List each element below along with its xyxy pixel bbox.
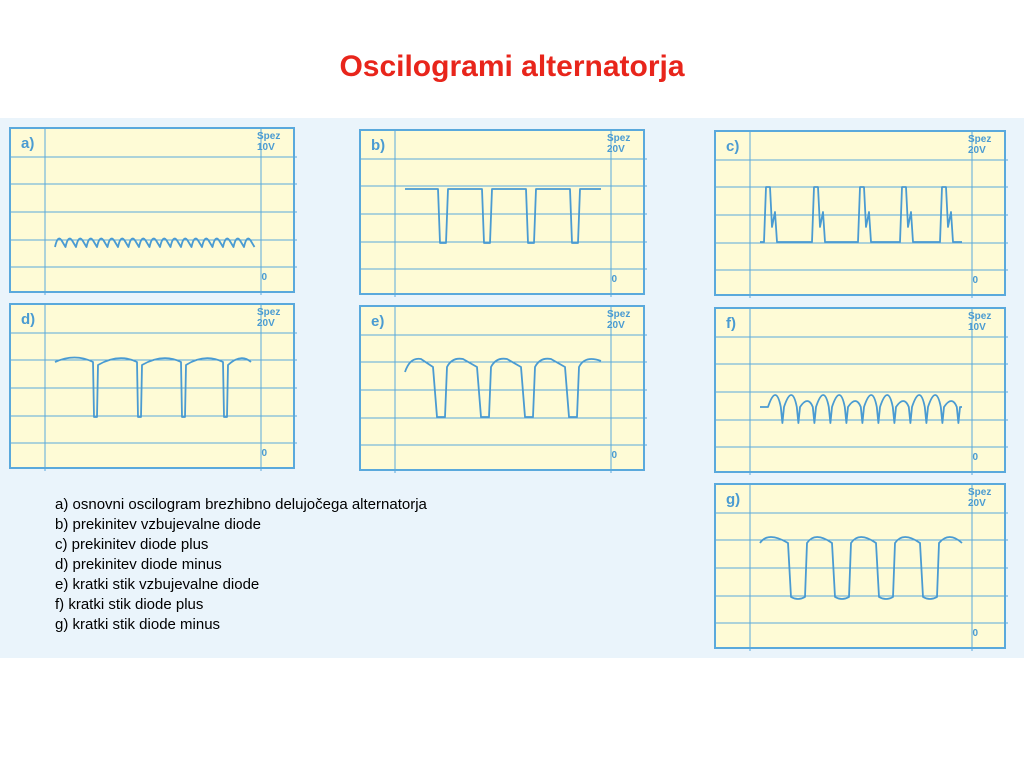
panel-scale-c bbox=[968, 134, 1002, 156]
spez-label-c: Spez bbox=[968, 134, 992, 145]
legend-item-g: g) kratki stik diode minus bbox=[55, 616, 221, 633]
oscillogram-grid-d bbox=[11, 305, 297, 471]
range-label-c: 20V bbox=[968, 145, 986, 156]
panel-label-d: d) bbox=[21, 311, 36, 328]
panel-scale-b bbox=[607, 133, 641, 155]
oscillogram-grid-a bbox=[11, 129, 297, 295]
oscillogram-grid-f bbox=[716, 309, 1008, 475]
zero-label-g: 0 bbox=[972, 628, 978, 639]
spez-label-e: Spez bbox=[607, 309, 631, 320]
range-label-g: 20V bbox=[968, 498, 986, 509]
oscillogram-grid-e bbox=[361, 307, 647, 473]
slide-title: Oscilogrami alternatorja bbox=[339, 50, 685, 83]
zero-label-d: 0 bbox=[261, 448, 267, 459]
zero-label-c: 0 bbox=[972, 275, 978, 286]
legend-list bbox=[55, 495, 427, 635]
waveform-trace-e bbox=[405, 359, 601, 417]
spez-label-f: Spez bbox=[968, 311, 992, 322]
waveform-trace-b bbox=[405, 189, 601, 243]
zero-label-b: 0 bbox=[611, 274, 617, 285]
oscillogram-panel-d bbox=[9, 303, 295, 469]
range-label-e: 20V bbox=[607, 320, 625, 331]
legend-item-a: a) osnovni oscilogram brezhibno delujočega alternatorja bbox=[55, 496, 427, 513]
panel-label-a: a) bbox=[21, 135, 35, 152]
spez-label-a: Spez bbox=[257, 131, 281, 142]
oscillogram-panel-g bbox=[714, 483, 1006, 649]
range-label-d: 20V bbox=[257, 318, 275, 329]
legend-item-e: e) kratki stik vzbujevalne diode bbox=[55, 576, 260, 593]
panel-scale-e bbox=[607, 309, 641, 331]
range-label-a: 10V bbox=[257, 142, 275, 153]
panel-scale-a bbox=[257, 131, 291, 153]
panel-scale-g bbox=[968, 487, 1002, 509]
waveform-trace-d bbox=[55, 358, 251, 418]
legend-item-d: d) prekinitev diode minus bbox=[55, 556, 222, 573]
spez-label-d: Spez bbox=[257, 307, 281, 318]
panel-label-f: f) bbox=[726, 315, 736, 332]
panel-label-e: e) bbox=[371, 313, 385, 330]
spez-label-b: Spez bbox=[607, 133, 631, 144]
legend-item-b: b) prekinitev vzbujevalne diode bbox=[55, 516, 261, 533]
oscillogram-panel-e bbox=[359, 305, 645, 471]
legend-item-f: f) kratki stik diode plus bbox=[55, 596, 204, 613]
panel-scale-d bbox=[257, 307, 291, 329]
zero-label-a: 0 bbox=[261, 272, 267, 283]
panel-label-g: g) bbox=[726, 491, 741, 508]
waveform-trace-f bbox=[760, 395, 962, 423]
oscillogram-grid-c bbox=[716, 132, 1008, 298]
range-label-b: 20V bbox=[607, 144, 625, 155]
panel-scale-f bbox=[968, 311, 1002, 333]
zero-label-e: 0 bbox=[611, 450, 617, 461]
legend-item-c: c) prekinitev diode plus bbox=[55, 536, 209, 553]
panel-label-c: c) bbox=[726, 138, 740, 155]
oscillogram-panel-f bbox=[714, 307, 1006, 473]
oscillogram-panel-c bbox=[714, 130, 1006, 296]
oscillogram-panel-a bbox=[9, 127, 295, 293]
zero-label-f: 0 bbox=[972, 452, 978, 463]
oscillogram-grid-g bbox=[716, 485, 1008, 651]
range-label-f: 10V bbox=[968, 322, 986, 333]
oscillogram-panel-b bbox=[359, 129, 645, 295]
spez-label-g: Spez bbox=[968, 487, 992, 498]
oscillogram-grid-b bbox=[361, 131, 647, 297]
panel-label-b: b) bbox=[371, 137, 386, 154]
